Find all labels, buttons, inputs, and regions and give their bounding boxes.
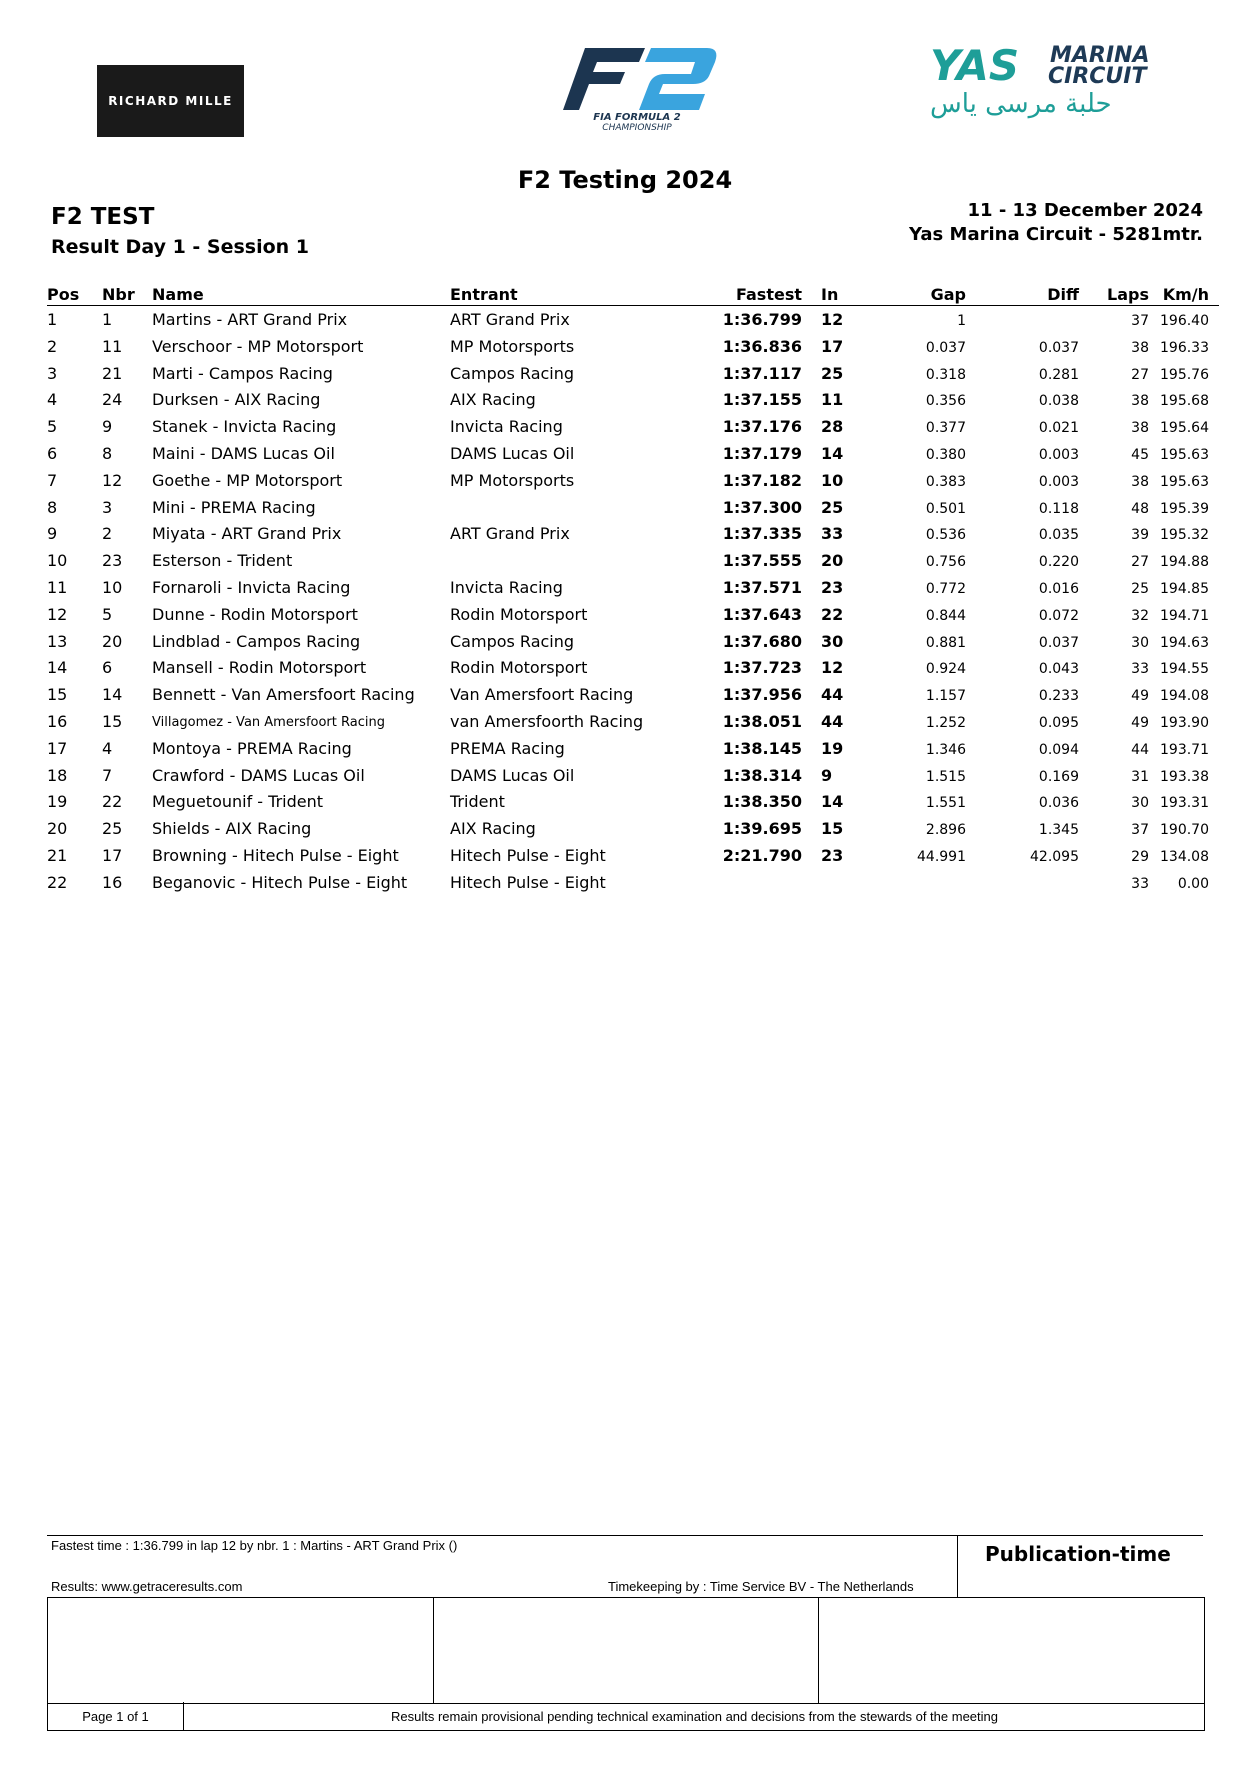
cell-laps: 49 [1131, 688, 1149, 705]
f2-championship-logo [545, 40, 725, 130]
publication-time-label: Publication-time [985, 1542, 1171, 1566]
cell-kmh: 194.85 [1160, 580, 1209, 597]
cell-fastest: 1:37.117 [722, 363, 802, 383]
cell-nbr: 9 [102, 417, 113, 437]
cell-diff: 0.220 [1038, 554, 1079, 571]
cell-gap: 0.772 [925, 580, 966, 597]
cell-kmh: 193.38 [1160, 768, 1209, 785]
cell-nbr: 11 [102, 336, 123, 356]
cell-gap: 0.881 [925, 634, 966, 651]
cell-name: Shields - AIX Racing [152, 819, 312, 839]
cell-entrant: AIX Racing [450, 390, 536, 410]
cell-fastest: 2:21.790 [722, 845, 802, 865]
cell-entrant: Hitech Pulse - Eight [450, 872, 606, 892]
cell-diff: 0.094 [1038, 741, 1079, 758]
event-circuit: Yas Marina Circuit - 5281mtr. [909, 224, 1203, 245]
cell-nbr: 12 [102, 470, 123, 490]
col-header-pos: Pos [47, 285, 80, 304]
cell-fastest: 1:38.350 [722, 792, 802, 812]
cell-fastest: 1:37.176 [722, 417, 802, 437]
cell-kmh: 193.71 [1160, 741, 1209, 758]
cell-diff: 0.016 [1038, 580, 1079, 597]
cell-nbr: 20 [102, 631, 123, 651]
cell-diff: 0.021 [1038, 420, 1079, 437]
cell-entrant: Invicta Racing [450, 577, 563, 597]
cell-laps: 30 [1131, 634, 1149, 651]
cell-pos: 17 [47, 738, 68, 758]
table-row [47, 788, 1219, 815]
signature-box [819, 1598, 1204, 1703]
cell-fastest: 1:37.182 [722, 470, 802, 490]
table-row [47, 360, 1219, 387]
cell-kmh: 195.32 [1160, 527, 1209, 544]
cell-kmh: 194.71 [1160, 607, 1209, 624]
col-header-name: Name [152, 285, 204, 304]
cell-in: 23 [821, 577, 844, 597]
cell-entrant: Campos Racing [450, 363, 575, 383]
cell-fastest: 1:38.314 [722, 765, 802, 785]
cell-in: 25 [821, 497, 844, 517]
cell-in: 9 [821, 765, 833, 785]
cell-fastest: 1:37.571 [722, 577, 802, 597]
cell-name: Mansell - Rodin Motorsport [152, 658, 367, 678]
cell-diff: 0.169 [1038, 768, 1079, 785]
cell-in: 44 [821, 685, 844, 705]
cell-kmh: 194.55 [1160, 661, 1209, 678]
signature-box [434, 1598, 820, 1703]
cell-in: 10 [821, 470, 844, 490]
cell-diff: 0.095 [1038, 714, 1079, 731]
cell-name: Goethe - MP Motorsport [152, 470, 343, 490]
cell-laps: 37 [1131, 313, 1149, 329]
cell-entrant: Hitech Pulse - Eight [450, 845, 606, 865]
cell-nbr: 17 [102, 845, 123, 865]
cell-nbr: 2 [102, 524, 113, 544]
cell-laps: 33 [1131, 661, 1149, 678]
cell-entrant: AIX Racing [450, 819, 536, 839]
yas-logo-marina: MARINA [1050, 43, 1150, 68]
cell-gap: 1.515 [925, 768, 966, 785]
cell-gap: 1.346 [925, 741, 966, 758]
cell-diff: 0.281 [1038, 366, 1079, 383]
cell-in: 20 [821, 551, 844, 571]
cell-pos: 20 [47, 819, 68, 839]
cell-name: Browning - Hitech Pulse - Eight [152, 845, 399, 865]
cell-pos: 3 [47, 363, 58, 383]
cell-pos: 2 [47, 336, 58, 356]
cell-name: Montoya - PREMA Racing [152, 738, 352, 758]
page-title: F2 Testing 2024 [517, 166, 733, 194]
cell-name: Bennett - Van Amersfoort Racing [152, 685, 415, 705]
cell-pos: 14 [47, 658, 68, 678]
cell-nbr: 21 [102, 363, 123, 383]
cell-laps: 33 [1131, 875, 1149, 892]
cell-pos: 16 [47, 711, 68, 731]
cell-nbr: 22 [102, 792, 123, 812]
cell-laps: 38 [1131, 473, 1149, 490]
cell-nbr: 15 [102, 711, 123, 731]
cell-gap: 1.157 [925, 688, 966, 705]
table-row [47, 762, 1219, 789]
cell-nbr: 3 [102, 497, 113, 517]
fastest-time-note: Fastest time : 1:36.799 in lap 12 by nbr. 1 : Martins - ART Grand Prix () [51, 1538, 458, 1553]
f2-logo-line2: CHAMPIONSHIP [602, 123, 672, 130]
cell-entrant: Rodin Motorsport [450, 658, 588, 678]
cell-fastest: 1:37.155 [722, 390, 802, 410]
cell-gap: 1.252 [925, 714, 966, 731]
col-header-gap: Gap [930, 285, 966, 304]
col-header-entrant: Entrant [450, 285, 518, 304]
col-header-nbr: Nbr [102, 285, 135, 304]
cell-in: 25 [821, 363, 844, 383]
test-title: F2 TEST [51, 204, 155, 230]
cell-gap: 0.037 [925, 339, 966, 356]
cell-kmh: 193.31 [1160, 795, 1209, 812]
table-row [47, 628, 1219, 655]
cell-laps: 48 [1131, 500, 1149, 517]
cell-entrant: Rodin Motorsport [450, 604, 588, 624]
cell-diff: 1.345 [1038, 822, 1079, 839]
richard-mille-logo [97, 65, 244, 137]
cell-diff: 0.003 [1038, 446, 1079, 463]
cell-kmh: 194.63 [1160, 634, 1209, 651]
results-table [47, 283, 1219, 896]
provisional-disclaimer: Results remain provisional pending technical examination and decisions from the stewards of the meeting [391, 1708, 998, 1724]
cell-kmh: 195.39 [1160, 500, 1209, 517]
cell-in: 19 [821, 738, 844, 758]
cell-name: Crawford - DAMS Lucas Oil [152, 765, 365, 785]
col-header-diff: Diff [1047, 285, 1079, 304]
cell-fastest: 1:37.680 [722, 631, 802, 651]
col-header-kmh: Km/h [1162, 285, 1209, 304]
cell-gap: 0.318 [925, 366, 966, 383]
cell-fastest: 1:36.836 [722, 336, 802, 356]
cell-diff: 0.037 [1038, 634, 1079, 651]
cell-pos: 4 [47, 390, 58, 410]
cell-pos: 8 [47, 497, 58, 517]
cell-nbr: 5 [102, 604, 113, 624]
cell-nbr: 16 [102, 872, 123, 892]
cell-fastest: 1:38.051 [722, 711, 802, 731]
cell-kmh: 196.33 [1160, 339, 1209, 356]
cell-pos: 13 [47, 631, 68, 651]
timekeeping-credit: Timekeeping by : Time Service BV - The Netherlands [608, 1579, 914, 1594]
cell-laps: 27 [1131, 366, 1149, 383]
cell-diff: 0.043 [1038, 661, 1079, 678]
event-dates: 11 - 13 December 2024 [967, 200, 1203, 221]
cell-gap: 0.356 [925, 393, 966, 410]
cell-laps: 44 [1131, 741, 1149, 758]
cell-entrant: Van Amersfoort Racing [450, 685, 634, 705]
table-row [47, 440, 1219, 467]
table-row [47, 413, 1219, 440]
yas-logo-word: YAS [930, 41, 1020, 90]
cell-pos: 10 [47, 551, 68, 571]
session-title: Result Day 1 - Session 1 [51, 236, 310, 258]
table-row [47, 735, 1219, 762]
richard-mille-logo-text: RICHARD MILLE [108, 94, 233, 108]
cell-kmh: 194.88 [1160, 554, 1209, 571]
cell-name: Beganovic - Hitech Pulse - Eight [152, 872, 408, 892]
table-row [47, 333, 1219, 360]
cell-kmh: 194.08 [1160, 688, 1209, 705]
cell-in: 17 [821, 336, 844, 356]
cell-name: Verschoor - MP Motorsport [152, 336, 364, 356]
cell-laps: 45 [1131, 446, 1149, 463]
cell-gap: 0.844 [925, 607, 966, 624]
yas-marina-circuit-logo [930, 40, 1200, 120]
cell-gap: 1 [957, 313, 966, 329]
cell-pos: 22 [47, 872, 68, 892]
cell-diff: 0.003 [1038, 473, 1079, 490]
cell-laps: 38 [1131, 393, 1149, 410]
cell-gap: 0.756 [925, 554, 966, 571]
cell-nbr: 7 [102, 765, 113, 785]
cell-laps: 32 [1131, 607, 1149, 624]
cell-laps: 29 [1131, 848, 1149, 865]
cell-gap: 0.536 [925, 527, 966, 544]
cell-in: 44 [821, 711, 844, 731]
cell-gap: 0.924 [925, 661, 966, 678]
cell-fastest: 1:36.799 [722, 310, 802, 329]
cell-kmh: 195.68 [1160, 393, 1209, 410]
cell-fastest: 1:37.335 [722, 524, 802, 544]
table-row [47, 547, 1219, 574]
cell-pos: 12 [47, 604, 68, 624]
table-row [47, 467, 1219, 494]
cell-pos: 7 [47, 470, 58, 490]
cell-laps: 49 [1131, 714, 1149, 731]
cell-in: 28 [821, 417, 844, 437]
cell-in: 33 [821, 524, 844, 544]
table-row [47, 306, 1219, 333]
cell-kmh: 134.08 [1160, 848, 1209, 865]
cell-gap: 0.380 [925, 446, 966, 463]
cell-fastest: 1:38.145 [722, 738, 802, 758]
cell-laps: 25 [1131, 580, 1149, 597]
cell-entrant: DAMS Lucas Oil [450, 765, 575, 785]
col-header-fastest: Fastest [736, 285, 802, 304]
cell-fastest: 1:37.300 [722, 497, 802, 517]
cell-entrant: MP Motorsports [450, 470, 575, 490]
cell-in: 12 [821, 310, 844, 329]
cell-nbr: 25 [102, 819, 123, 839]
cell-entrant: DAMS Lucas Oil [450, 443, 575, 463]
cell-pos: 15 [47, 685, 68, 705]
table-row [47, 815, 1219, 842]
table-row [47, 494, 1219, 521]
cell-gap: 44.991 [917, 848, 966, 865]
yas-logo-arabic: حلبة مرسى ياس [930, 89, 1112, 119]
cell-laps: 30 [1131, 795, 1149, 812]
cell-nbr: 6 [102, 658, 113, 678]
signature-box [48, 1598, 434, 1703]
cell-in: 23 [821, 845, 844, 865]
signature-boxes [47, 1597, 1205, 1704]
cell-gap: 0.383 [925, 473, 966, 490]
cell-entrant: Trident [450, 792, 505, 812]
cell-entrant: ART Grand Prix [450, 310, 570, 329]
cell-in: 12 [821, 658, 844, 678]
cell-nbr: 14 [102, 685, 123, 705]
cell-pos: 11 [47, 577, 68, 597]
cell-pos: 19 [47, 792, 68, 812]
table-row [47, 386, 1219, 413]
cell-in: 14 [821, 792, 844, 812]
cell-name: Villagomez - Van Amersfoort Racing [152, 714, 385, 730]
cell-fastest: 1:39.695 [722, 819, 802, 839]
cell-diff: 0.072 [1038, 607, 1079, 624]
cell-name: Fornaroli - Invicta Racing [152, 577, 351, 597]
cell-name: Marti - Campos Racing [152, 363, 333, 383]
table-row [47, 681, 1219, 708]
cell-name: Stanek - Invicta Racing [152, 417, 337, 437]
cell-diff: 42.095 [1030, 848, 1079, 865]
cell-nbr: 24 [102, 390, 123, 410]
cell-pos: 5 [47, 417, 58, 437]
footer-bar [47, 1702, 1205, 1731]
cell-nbr: 23 [102, 551, 123, 571]
cell-pos: 21 [47, 845, 68, 865]
cell-fastest: 1:37.643 [722, 604, 802, 624]
cell-nbr: 4 [102, 738, 113, 758]
cell-pos: 9 [47, 524, 58, 544]
cell-name: Martins - ART Grand Prix [152, 310, 348, 329]
table-row [47, 520, 1219, 547]
cell-gap: 0.377 [925, 420, 966, 437]
cell-in: 11 [821, 390, 844, 410]
cell-diff: 0.118 [1038, 500, 1079, 517]
cell-entrant: Invicta Racing [450, 417, 563, 437]
results-rows [47, 306, 1219, 896]
cell-name: Durksen - AIX Racing [152, 390, 321, 410]
cell-kmh: 195.63 [1160, 446, 1209, 463]
cell-entrant: van Amersfoorth Racing [450, 711, 644, 731]
cell-gap: 2.896 [925, 822, 966, 839]
cell-name: Lindblad - Campos Racing [152, 631, 361, 651]
yas-logo-circuit: CIRCUIT [1048, 64, 1147, 89]
cell-nbr: 8 [102, 443, 113, 463]
cell-in: 14 [821, 443, 844, 463]
cell-laps: 27 [1131, 554, 1149, 571]
cell-fastest: 1:37.956 [722, 685, 802, 705]
cell-kmh: 190.70 [1160, 822, 1209, 839]
table-row [47, 601, 1219, 628]
page-number: Page 1 of 1 [48, 1702, 184, 1730]
cell-fastest: 1:37.555 [722, 551, 802, 571]
cell-diff: 0.037 [1038, 339, 1079, 356]
cell-name: Miyata - ART Grand Prix [152, 524, 342, 544]
cell-laps: 39 [1131, 527, 1149, 544]
cell-gap: 1.551 [925, 795, 966, 812]
cell-name: Esterson - Trident [152, 551, 293, 571]
results-url: Results: www.getraceresults.com [51, 1579, 243, 1594]
cell-name: Dunne - Rodin Motorsport [152, 604, 358, 624]
cell-name: Meguetounif - Trident [152, 792, 324, 812]
table-row [47, 574, 1219, 601]
cell-gap: 0.501 [925, 500, 966, 517]
cell-name: Mini - PREMA Racing [152, 497, 316, 517]
cell-diff: 0.035 [1038, 527, 1079, 544]
cell-in: 22 [821, 604, 844, 624]
cell-pos: 6 [47, 443, 58, 463]
cell-entrant: MP Motorsports [450, 336, 575, 356]
cell-laps: 31 [1131, 768, 1149, 785]
cell-kmh: 195.64 [1160, 420, 1209, 437]
cell-in: 30 [821, 631, 844, 651]
cell-fastest: 1:37.723 [722, 658, 802, 678]
f2-logo-line1: FIA FORMULA 2 [593, 112, 681, 123]
table-row [47, 869, 1219, 896]
cell-diff: 0.038 [1038, 393, 1079, 410]
cell-kmh: 0.00 [1177, 875, 1209, 892]
cell-nbr: 10 [102, 577, 123, 597]
cell-kmh: 196.40 [1160, 313, 1209, 329]
cell-entrant: PREMA Racing [450, 738, 565, 758]
table-row [47, 842, 1219, 869]
cell-diff: 0.233 [1038, 688, 1079, 705]
cell-fastest: 1:37.179 [722, 443, 802, 463]
cell-in: 15 [821, 819, 844, 839]
cell-kmh: 195.63 [1160, 473, 1209, 490]
cell-pos: 18 [47, 765, 68, 785]
cell-kmh: 193.90 [1160, 714, 1209, 731]
cell-entrant: Campos Racing [450, 631, 575, 651]
cell-entrant: ART Grand Prix [450, 524, 570, 544]
col-header-laps: Laps [1107, 285, 1149, 304]
results-table-header [47, 283, 1219, 306]
cell-kmh: 195.76 [1160, 366, 1209, 383]
table-row [47, 654, 1219, 681]
col-header-in: In [821, 285, 839, 304]
cell-nbr: 1 [102, 310, 113, 329]
table-row [47, 708, 1219, 735]
cell-pos: 1 [47, 310, 58, 329]
cell-laps: 38 [1131, 420, 1149, 437]
cell-diff: 0.036 [1038, 795, 1079, 812]
cell-laps: 37 [1131, 822, 1149, 839]
cell-name: Maini - DAMS Lucas Oil [152, 443, 335, 463]
cell-laps: 38 [1131, 339, 1149, 356]
